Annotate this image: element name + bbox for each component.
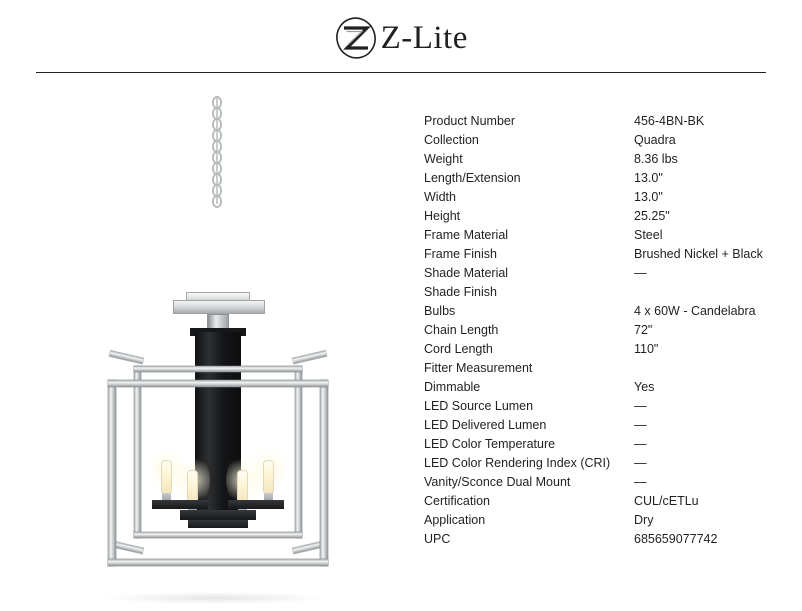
- spec-label: Weight: [424, 152, 463, 166]
- spec-value: 8.36 lbs: [634, 152, 678, 166]
- bulb-plate-lower: [188, 520, 248, 528]
- spec-label: Frame Finish: [424, 247, 497, 261]
- product-image: [30, 96, 400, 536]
- spec-label: Fitter Measurement: [424, 361, 533, 375]
- table-row: [424, 245, 774, 264]
- cage-bar-back-bottom-horizontal: [134, 532, 302, 538]
- bulb-plate-left: [152, 500, 208, 509]
- table-row: [424, 378, 774, 397]
- spec-label: Vanity/Sconce Dual Mount: [424, 475, 571, 489]
- spec-value: 13.0": [634, 171, 663, 185]
- table-row: [424, 264, 774, 283]
- product-image-stage: [30, 96, 400, 536]
- spec-label: Collection: [424, 133, 479, 147]
- table-row: [424, 435, 774, 454]
- bulb-1: [161, 460, 172, 494]
- spec-label: Height: [424, 209, 461, 223]
- bulb-plate-center: [180, 510, 256, 520]
- spec-value: CUL/cETLu: [634, 494, 699, 508]
- spec-label: Cord Length: [424, 342, 493, 356]
- spec-label: LED Source Lumen: [424, 399, 534, 413]
- table-row: [424, 207, 774, 226]
- spec-label: Length/Extension: [424, 171, 521, 185]
- header-divider: [36, 72, 766, 73]
- spec-label: Chain Length: [424, 323, 499, 337]
- spec-value: 4 x 60W - Candelabra: [634, 304, 756, 318]
- spec-value: 72": [634, 323, 653, 337]
- canopy-plate-graphic: [173, 300, 265, 314]
- table-row: [424, 226, 774, 245]
- spec-label: Frame Material: [424, 228, 509, 242]
- spec-value: 25.25": [634, 209, 670, 223]
- table-row: [424, 340, 774, 359]
- cage-bar-front-right-vertical: [320, 380, 328, 566]
- table-row: [424, 511, 774, 530]
- bulb-plate-right: [228, 500, 284, 509]
- table-row: [424, 530, 774, 549]
- chain-graphic: [212, 96, 222, 204]
- table-row: [424, 359, 774, 378]
- specification-table: [424, 112, 774, 549]
- table-row: [424, 302, 774, 321]
- table-row: [424, 150, 774, 169]
- spec-value: 456-4BN-BK: [634, 114, 705, 128]
- cage-bar-back-right-vertical: [295, 366, 302, 538]
- cage-bar-back-left-vertical: [134, 366, 141, 538]
- spec-label: Application: [424, 513, 486, 527]
- table-row: [424, 112, 774, 131]
- spec-value: —: [634, 456, 647, 470]
- spec-value: Dry: [634, 513, 654, 527]
- spec-value: —: [634, 266, 647, 280]
- table-row: [424, 131, 774, 150]
- cage-bar-front-top-horizontal: [108, 380, 328, 387]
- table-row: [424, 492, 774, 511]
- table-row: [424, 454, 774, 473]
- cage-bar-depth-top-right: [292, 350, 326, 363]
- spec-value: 685659077742: [634, 532, 718, 546]
- brand-logo-inner: [334, 16, 468, 60]
- spec-label: Certification: [424, 494, 490, 508]
- spec-label: Shade Material: [424, 266, 509, 280]
- cage-bar-depth-top-left: [109, 350, 143, 363]
- spec-value: Brushed Nickel + Black: [634, 247, 763, 261]
- bulb-3: [237, 470, 248, 504]
- spec-value: —: [634, 418, 647, 432]
- cage-bar-front-bottom-horizontal: [108, 559, 328, 566]
- cage-bar-back-top-horizontal: [134, 366, 302, 372]
- product-shadow: [100, 592, 330, 604]
- z-logo-icon: [334, 16, 378, 60]
- table-row: [424, 416, 774, 435]
- table-row: [424, 169, 774, 188]
- table-row: [424, 473, 774, 492]
- spec-label: LED Color Temperature: [424, 437, 556, 451]
- table-row: [424, 283, 774, 302]
- spec-label: Shade Finish: [424, 285, 497, 299]
- spec-label: Bulbs: [424, 304, 456, 318]
- spec-value: Steel: [634, 228, 663, 242]
- bulb-2: [187, 470, 198, 504]
- spec-value: Yes: [634, 380, 655, 394]
- bulb-4: [263, 460, 274, 494]
- brand-logo: [0, 16, 802, 60]
- table-row: [424, 188, 774, 207]
- spec-value: 13.0": [634, 190, 663, 204]
- spec-label: Product Number: [424, 114, 516, 128]
- spec-label: Dimmable: [424, 380, 481, 394]
- cage-bar-front-left-vertical: [108, 380, 116, 566]
- spec-value: —: [634, 399, 647, 413]
- spec-label: LED Delivered Lumen: [424, 418, 547, 432]
- spec-value: —: [634, 437, 647, 451]
- spec-label: LED Color Rendering Index (CRI): [424, 456, 611, 470]
- table-row: [424, 321, 774, 340]
- spec-label: Width: [424, 190, 456, 204]
- spec-value: —: [634, 475, 647, 489]
- table-row: [424, 397, 774, 416]
- spec-value: 110": [634, 342, 659, 356]
- page-header: [0, 0, 802, 74]
- spec-value: Quadra: [634, 133, 676, 147]
- spec-label: UPC: [424, 532, 451, 546]
- brand-name: Z-Lite: [380, 20, 468, 56]
